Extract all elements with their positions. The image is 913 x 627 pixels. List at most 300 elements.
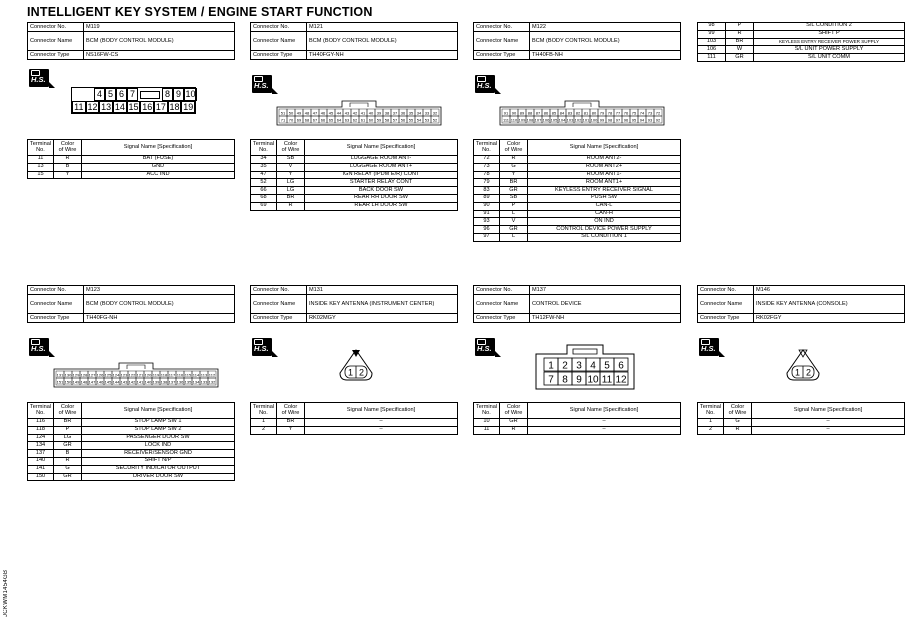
signal-name: SECURITY INDICATOR OUTPUT [82,465,235,473]
pin-68: 68 [304,117,310,123]
pin-129: 129 [72,372,80,378]
wire-color: BR [277,419,305,427]
hs-harness-side-icon: H.S. [29,338,49,356]
terminal-no-header: Terminal No. [28,140,54,156]
signal-name: PASSENGER DOOR SW [82,434,235,442]
terminal-no: 98 [698,23,726,31]
signal-name: CONTROL DEVICE POWER SUPPLY [528,226,681,234]
connector-info-table [27,285,235,323]
table-row [28,156,235,164]
wire-color: LG [277,187,305,195]
pin-88: 88 [527,110,533,116]
table-row [474,194,681,202]
table-row [698,419,905,427]
wire-color: B [54,163,82,171]
terminal-no: 91 [474,210,500,218]
pin-126: 126 [96,372,104,378]
signal-table [250,402,458,435]
connector-no-value: M131 [307,286,458,295]
wire-color: GR [500,419,528,427]
terminal-no: 35 [251,163,277,171]
connector-face-m119 [71,87,196,114]
wire-color: V [277,163,305,171]
wire-color: V [500,218,528,226]
signal-table-m131 [250,402,458,435]
connector-type-value: TH40FGY-NH [307,51,458,60]
wire-color: GR [54,442,82,450]
pin-122: 122 [128,372,136,378]
terminal-no: 99 [698,30,726,38]
pin-8: 8 [562,374,568,386]
pin-91: 91 [503,110,509,116]
pin-97: 97 [615,117,621,123]
pin-110: 110 [510,117,518,123]
connector-info-table [250,22,458,60]
signal-name: ROOM ANT2- [528,156,681,164]
signal-name: ACC IND [82,171,235,179]
connector-name-label: Connector Name [698,295,754,314]
pin-44: 44 [336,110,342,116]
signal-name: STOP LAMP SW 2 [82,426,235,434]
pin-54: 54 [416,117,422,123]
wire-color: Y [277,426,305,434]
connector-block-m137 [473,285,681,323]
wire-color: GR [500,187,528,195]
pin-105: 105 [550,117,558,123]
pin-18: 18 [169,102,180,112]
connector-type-label: Connector Type [251,314,307,323]
hs-harness-side-icon: H.S. [475,338,495,356]
signal-name: – [752,419,905,427]
signal-table-m137 [473,402,681,435]
pin-140: 140 [144,379,152,385]
wire-color: L [500,233,528,241]
hs-harness-side-icon: H.S. [252,338,272,356]
pin-137: 137 [168,379,176,385]
terminal-no: 66 [251,187,277,195]
connector-type-label: Connector Type [28,314,84,323]
wire-color-header: Color of Wire [54,403,82,419]
signal-name: ROOM ANT1+ [528,179,681,187]
connector-no-label: Connector No. [28,23,84,32]
pin-34: 34 [416,110,422,116]
signal-name: STOP LAMP SW 1 [82,419,235,427]
terminal-no: 116 [28,419,54,427]
pin-35: 35 [408,110,414,116]
pin-49: 49 [296,110,302,116]
terminal-no: 11 [474,426,500,434]
signal-table-header [251,403,458,419]
connector-block-m122 [473,22,681,60]
connector-type-value: TH12FW-NH [530,314,681,323]
pin-151: 151 [56,379,64,385]
pin-12: 12 [615,374,627,386]
connector-type-label: Connector Type [28,51,84,60]
pin-5: 5 [604,360,610,372]
table-row [474,233,681,241]
pin-16: 16 [142,102,153,112]
pin-5: 5 [105,88,116,101]
table-row [474,187,681,195]
pin-45: 45 [328,110,334,116]
terminal-no: 52 [251,179,277,187]
pin-67: 67 [312,117,318,123]
terminal-no: 2 [698,426,724,434]
wire-color: SB [500,194,528,202]
connector-block-m146 [697,285,905,323]
connector-face-m122 [499,98,665,131]
signal-name: LOCK IND [82,442,235,450]
terminal-no: 141 [28,465,54,473]
pin-75: 75 [631,110,637,116]
signal-name: CAN-L [528,202,681,210]
pin-83: 83 [567,110,573,116]
pin-143: 143 [120,379,128,385]
pin-77: 77 [615,110,621,116]
table-row [698,23,905,31]
pin-138: 138 [160,379,168,385]
table-row [251,179,458,187]
pin-2: 2 [805,367,812,378]
connector-type-value: TH40FB-NH [530,51,681,60]
connector-no-label: Connector No. [474,23,530,32]
connector-face-m137 [535,342,635,390]
terminal-no: 111 [698,54,726,62]
connector-name-value: BCM (BODY CONTROL MODULE) [84,32,235,51]
pin-89: 89 [519,110,525,116]
table-row [474,226,681,234]
connector-name-value: BCM (BODY CONTROL MODULE) [84,295,235,314]
pin-146: 146 [96,379,104,385]
pin-142: 142 [128,379,136,385]
wire-color: BR [500,179,528,187]
terminal-no: 11 [28,156,54,164]
pin-52: 52 [432,117,438,123]
terminal-no: 118 [28,426,54,434]
wire-color: R [500,426,528,434]
signal-name-header: Signal Name [Specification] [528,140,681,156]
page-title: INTELLIGENT KEY SYSTEM / ENGINE START FUNCTION [27,5,373,19]
pin-104: 104 [558,117,566,123]
table-row [474,171,681,179]
pin-9: 9 [173,88,184,101]
wire-color-header: Color of Wire [500,140,528,156]
terminal-no: 103 [698,38,726,46]
signal-table-m119 [27,139,235,179]
wire-color: R [277,202,305,210]
connector-no-label: Connector No. [251,23,307,32]
terminal-no: 97 [474,233,500,241]
signal-name: S/L UNIT COMM [754,54,905,62]
connector-name-value: BCM (BODY CONTROL MODULE) [307,32,458,51]
pin-118: 118 [160,372,168,378]
wire-color-header: Color of Wire [277,403,305,419]
pin-65: 65 [328,117,334,123]
pin-7: 7 [127,88,138,101]
connector-face-m146 [786,349,820,381]
pin-74: 74 [639,110,645,116]
pin-66: 66 [320,117,326,123]
connector-name-label: Connector Name [251,295,307,314]
terminal-no: 78 [474,171,500,179]
table-row [28,473,235,481]
signal-name-header: Signal Name [Specification] [305,403,458,419]
terminal-no: 150 [28,473,54,481]
pin-86: 86 [543,110,549,116]
connector-lock-slot [140,91,160,99]
pin-125: 125 [104,372,112,378]
signal-name-header: Signal Name [Specification] [528,403,681,419]
pin-50: 50 [288,110,294,116]
wire-color: R [54,457,82,465]
signal-name: ROOM ANT2+ [528,163,681,171]
pin-41: 41 [360,110,366,116]
signal-name: – [305,426,458,434]
table-row [474,210,681,218]
pin-59: 59 [376,117,382,123]
pin-60: 60 [368,117,374,123]
pin-120: 120 [144,372,152,378]
terminal-no: 89 [474,194,500,202]
pin-73: 73 [647,110,653,116]
table-row [28,457,235,465]
pin-37: 37 [392,110,398,116]
table-row [698,30,905,38]
signal-table-header [698,403,905,419]
table-row [474,179,681,187]
table-row [474,419,681,427]
pin-115: 115 [184,372,192,378]
table-row [28,450,235,458]
signal-name: STARTER RELAY CONT [305,179,458,187]
terminal-no: 1 [251,419,277,427]
terminal-no: 140 [28,457,54,465]
signal-name: CAN-H [528,210,681,218]
hs-harness-side-icon: H.S. [29,69,49,87]
signal-name: – [528,426,681,434]
table-row [28,163,235,171]
terminal-no: 47 [251,171,277,179]
wire-color: GR [500,226,528,234]
pin-36: 36 [400,110,406,116]
pin-61: 61 [360,117,366,123]
signal-name: REAR LH DOOR SW [305,202,458,210]
pin-94: 94 [639,117,645,123]
pin-103: 103 [566,117,574,123]
terminal-no: 90 [474,202,500,210]
connector-type-label: Connector Type [698,314,754,323]
pin-93: 93 [647,117,653,123]
pin-141: 141 [136,379,144,385]
signal-name-header: Signal Name [Specification] [752,403,905,419]
pin-130: 130 [64,372,72,378]
connector-info-table [473,22,681,60]
pin-70: 70 [288,117,294,123]
terminal-no: 68 [251,194,277,202]
wire-color: SB [277,156,305,164]
pin-148: 148 [80,379,88,385]
signal-table-header [474,403,681,419]
pin-101: 101 [582,117,590,123]
table-row [28,426,235,434]
signal-name: SHIFT P [754,30,905,38]
connector-type-label: Connector Type [474,51,530,60]
wire-color: LG [54,434,82,442]
connector-type-value: RK02FGY [754,314,905,323]
terminal-no: 124 [28,434,54,442]
connector-no-label: Connector No. [28,286,84,295]
terminal-no: 106 [698,46,726,54]
pin-111: 111 [502,117,510,123]
signal-name-header: Signal Name [Specification] [82,403,235,419]
pin-102: 102 [574,117,582,123]
terminal-no: 96 [474,226,500,234]
connector-info-table [473,285,681,323]
pin-135: 135 [184,379,192,385]
pin-72: 72 [655,110,661,116]
connector-name-value: CONTROL DEVICE [530,295,681,314]
pin-117: 117 [168,372,176,378]
connector-no-value: M119 [84,23,235,32]
terminal-no-header: Terminal No. [698,403,724,419]
pin-139: 139 [152,379,160,385]
connector-block-m131 [250,285,458,323]
terminal-no-header: Terminal No. [251,403,277,419]
signal-name: LUGGAGE ROOM ANT- [305,156,458,164]
connector-type-label: Connector Type [474,314,530,323]
terminal-no: 73 [474,163,500,171]
table-row [474,426,681,434]
pin-39: 39 [376,110,382,116]
wire-color: B [54,450,82,458]
signal-name: BAT (FUSE) [82,156,235,164]
wire-color: G [500,163,528,171]
connector-name-value: INSIDE KEY ANTENNA (CONSOLE) [754,295,905,314]
signal-name: S/L CONDITION 1 [528,233,681,241]
table-row [251,202,458,210]
signal-table-m122 [473,139,681,242]
pin-40: 40 [368,110,374,116]
pin-79: 79 [599,110,605,116]
connector-no-value: M122 [530,23,681,32]
hs-harness-side-icon: H.S. [252,75,272,93]
pin-51: 51 [280,110,286,116]
terminal-no-header: Terminal No. [28,403,54,419]
signal-table-header [28,403,235,419]
table-row [251,426,458,434]
signal-name: PUSH SW [528,194,681,202]
pin-8: 8 [162,88,173,101]
pin-10: 10 [185,89,196,99]
terminal-no: 13 [28,163,54,171]
connector-type-value: TH40FG-NH [84,314,235,323]
table-row [251,419,458,427]
signal-name-header: Signal Name [Specification] [305,140,458,156]
table-row [474,163,681,171]
pin-113: 113 [200,372,208,378]
pin-11: 11 [72,101,86,113]
pin-121: 121 [136,372,144,378]
hs-harness-side-icon: H.S. [475,75,495,93]
table-row [251,163,458,171]
pin-98: 98 [607,117,613,123]
pin-109: 109 [518,117,526,123]
connector-pin-row-top [72,88,197,101]
pin-58: 58 [384,117,390,123]
wire-color-header: Color of Wire [500,403,528,419]
signal-name: IGN RELAY (IPDM E/R) CONT [305,171,458,179]
pin-4: 4 [94,88,105,101]
wire-color: BR [726,38,754,46]
pin-64: 64 [336,117,342,123]
pin-33: 33 [424,110,430,116]
signal-name: LUGGAGE ROOM ANT+ [305,163,458,171]
signal-table [27,402,235,481]
pin-144: 144 [112,379,120,385]
pin-3: 3 [576,360,582,372]
connector-no-label: Connector No. [251,286,307,295]
wire-color: R [500,156,528,164]
signal-name: – [528,419,681,427]
wire-color: R [54,156,82,164]
pin-2: 2 [358,367,365,378]
connector-pin-row-bottom [72,101,195,113]
signal-name: S/L CONDITION 2 [754,23,905,31]
pin-1: 1 [794,367,801,378]
connector-face-m123 [53,360,219,393]
signal-name: ROOM ANT1- [528,171,681,179]
table-row [474,218,681,226]
connector-no-value: M121 [307,23,458,32]
connector-info-table [27,22,235,60]
signal-name: REAR RH DOOR SW [305,194,458,202]
pin-1: 1 [347,367,354,378]
pin-57: 57 [392,117,398,123]
table-row [251,156,458,164]
pin-134: 134 [192,379,200,385]
wire-color: BR [54,419,82,427]
table-row [28,434,235,442]
connector-no-value: M146 [754,286,905,295]
signal-name: BACK DOOR SW [305,187,458,195]
signal-name: S/L UNIT POWER SUPPLY [754,46,905,54]
pin-17: 17 [155,102,166,112]
wire-color: R [724,426,752,434]
signal-name: SHIFT N/P [82,457,235,465]
connector-type-value: NS16FW-CS [84,51,235,60]
pin-9: 9 [576,374,582,386]
terminal-no: 93 [474,218,500,226]
wire-color-header: Color of Wire [277,140,305,156]
signal-name: GND [82,163,235,171]
connector-type-value: RK02MGY [307,314,458,323]
connector-name-value: INSIDE KEY ANTENNA (INSTRUMENT CENTER) [307,295,458,314]
pin-112: 112 [208,372,216,378]
wire-color: P [54,426,82,434]
hs-harness-side-icon: H.S. [699,338,719,356]
connector-no-value: M137 [530,286,681,295]
table-row [251,187,458,195]
pin-78: 78 [607,110,613,116]
table-row [28,442,235,450]
pin-145: 145 [104,379,112,385]
signal-name: KEYLESS ENTRY RECEIVER POWER SUPPLY [754,38,905,46]
pin-42: 42 [352,110,358,116]
table-row [28,171,235,179]
wire-color: Y [500,171,528,179]
signal-table-m121 [250,139,458,211]
terminal-no: 137 [28,450,54,458]
